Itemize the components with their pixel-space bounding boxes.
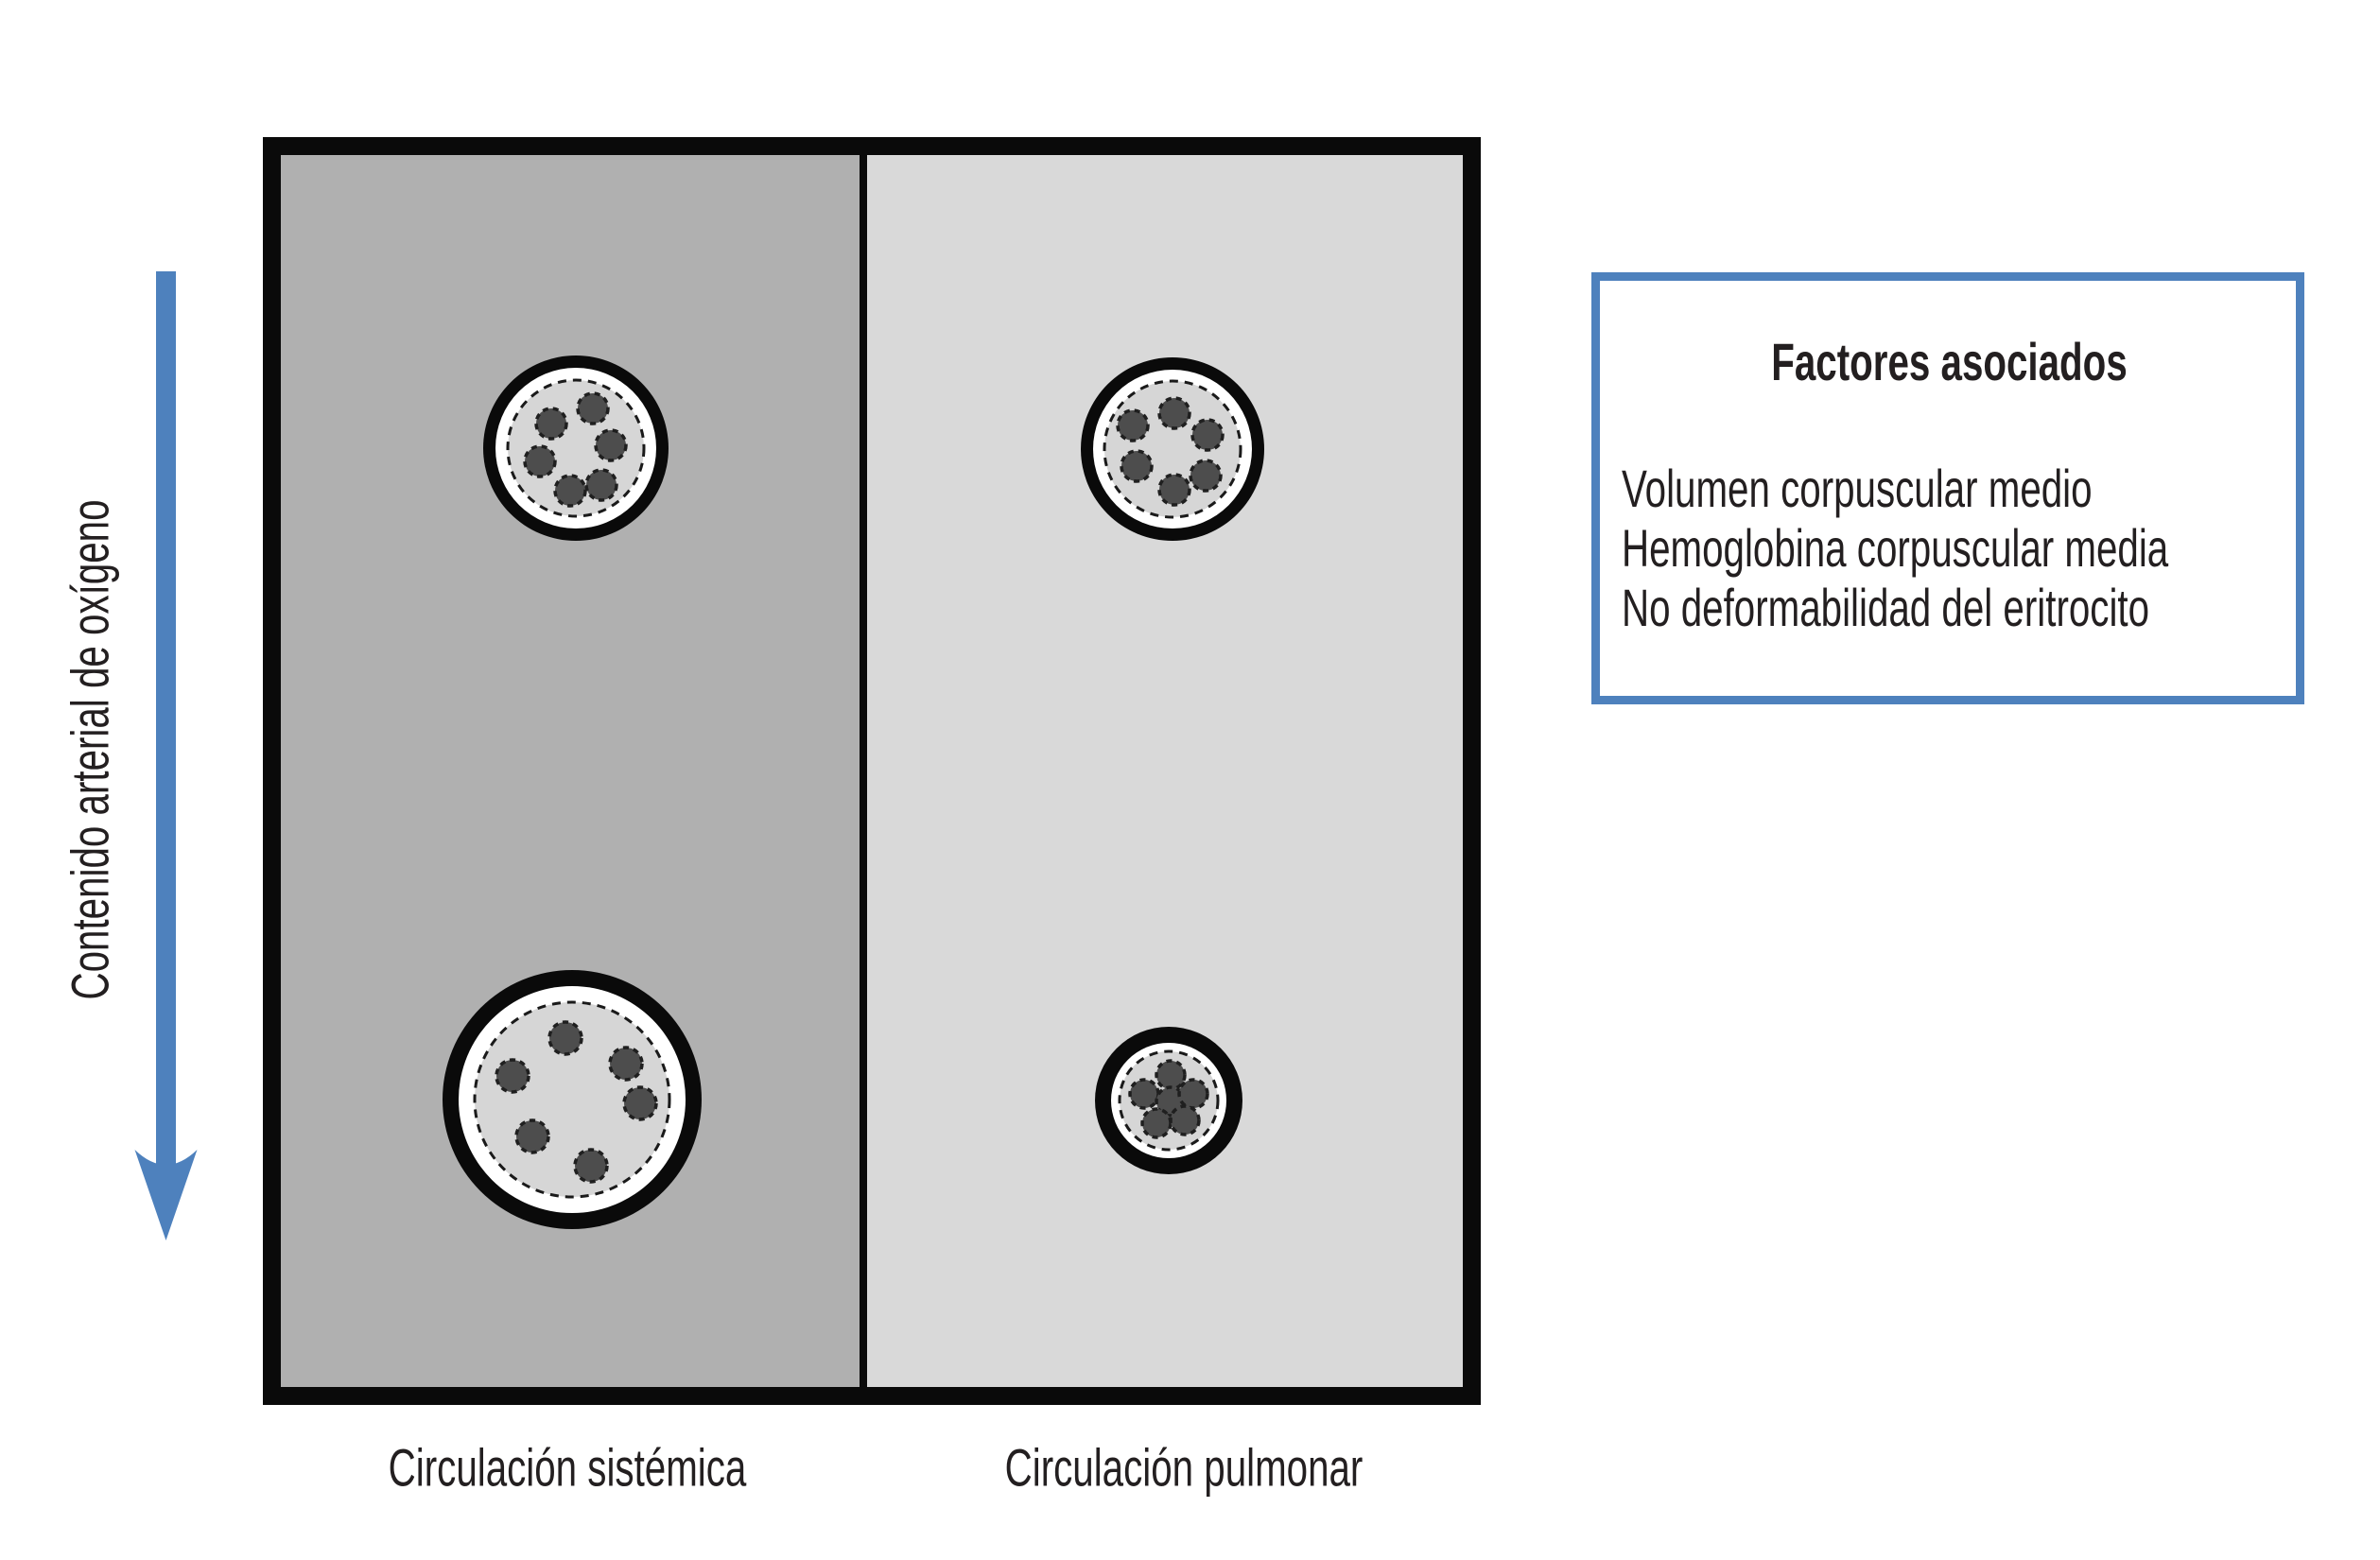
systemic-circulation-panel [281, 155, 867, 1387]
factors-box [1591, 272, 2304, 704]
oxygen-axis-label: Contenido arterial de oxígeno [60, 499, 120, 1000]
systemic-circulation-label: Circulación sistémica [388, 1437, 747, 1498]
factors-box-title: Factores asociados [1771, 332, 2128, 391]
pulmonary-circulation-label: Circulación pulmonar [1004, 1437, 1364, 1498]
pulmonary-circulation-panel [867, 155, 1463, 1387]
factor-item: Volumen corpuscular medio [1622, 459, 2093, 518]
factors-list [1622, 459, 2277, 637]
down-arrow-icon [135, 271, 198, 1240]
factor-item: No deformabilidad del eritrocito [1622, 578, 2150, 637]
factor-item: Hemoglobina corpuscular media [1622, 518, 2169, 578]
circulation-diagram-box [263, 137, 1481, 1405]
